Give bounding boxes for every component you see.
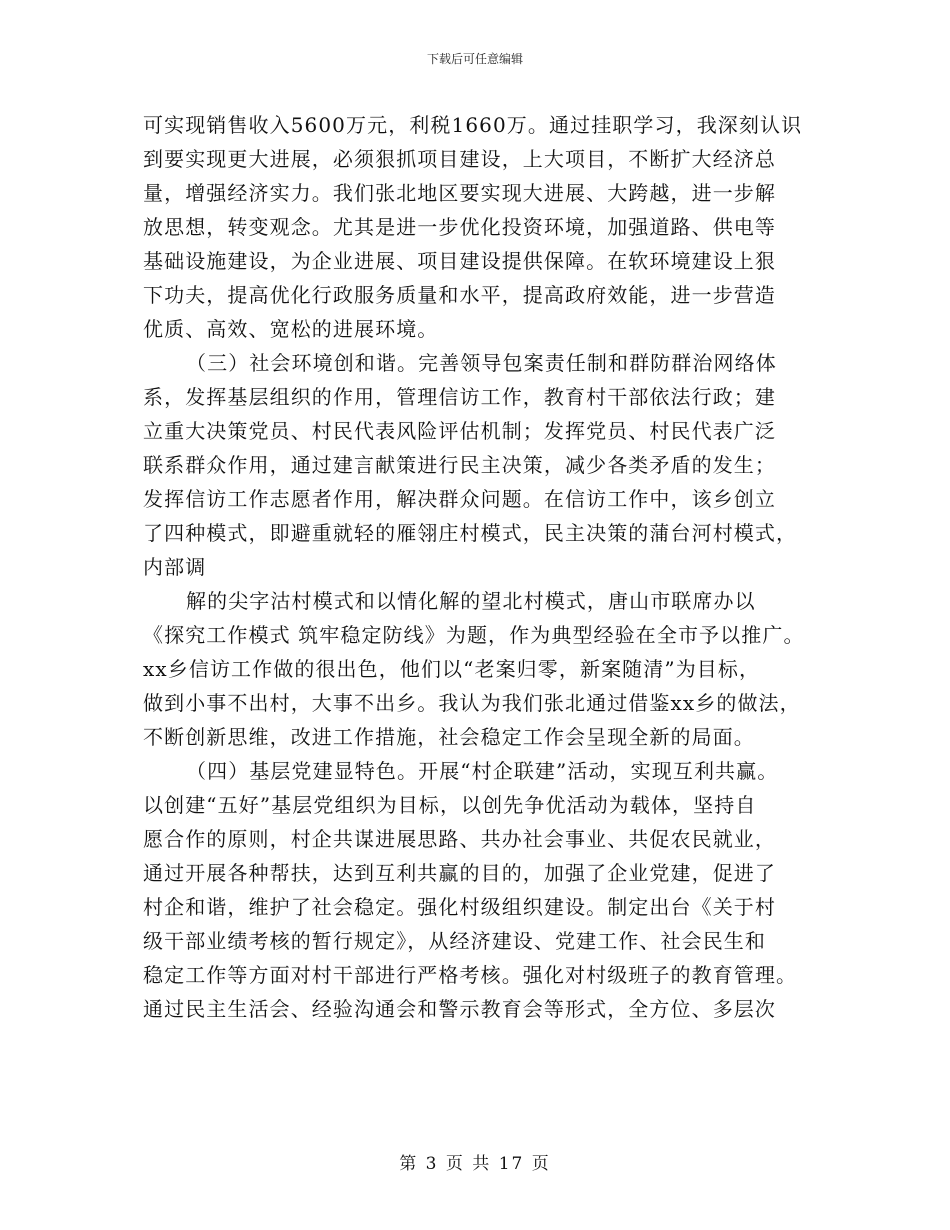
body-line: 了四种模式，即避重就轻的雁翎庄村模式，民主决策的蒲台河村模式， xyxy=(143,521,798,545)
body-line: 联系群众作用，通过建言献策进行民主决策，减少各类矛盾的发生； xyxy=(143,453,776,477)
body-line: 系，发挥基层组织的作用，管理信访工作，教育村干部依法行政；建 xyxy=(143,385,776,409)
body-line: 稳定工作等方面对村干部进行严格考核。强化对村级班子的教育管理。 xyxy=(143,963,798,987)
body-line: 做到小事不出村，大事不出乡。我认为我们张北通过借鉴xx乡的做法， xyxy=(143,691,801,715)
page-number-footer: 第 3 页 共 17 页 xyxy=(399,1154,551,1174)
body-line: 愿合作的原则，村企共谋进展思路、共办社会事业、共促农民就业， xyxy=(143,827,776,851)
body-line: 立重大决策党员、村民代表风险评估机制；发挥党员、村民代表广泛 xyxy=(143,419,776,443)
body-line: 《探究工作模式 筑牢稳定防线》为题，作为典型经验在全市予以推广。 xyxy=(143,623,805,647)
body-line: 通过开展各种帮扶，达到互利共赢的目的，加强了企业党建，促进了 xyxy=(143,861,776,885)
body-line: 下功夫，提高优化行政服务质量和水平，提高政府效能，进一步营造 xyxy=(143,283,776,307)
section-heading-line: （四）基层党建显特色。开展“村企联建”活动，实现互利共赢。 xyxy=(186,759,779,783)
body-line: 可实现销售收入5600万元，利税1660万。通过挂职学习，我深刻认识 xyxy=(143,113,803,137)
body-line: 发挥信访工作志愿者作用，解决群众问题。在信访工作中，该乡创立 xyxy=(143,487,776,511)
body-line: 通过民主生活会、经验沟通会和警示教育会等形式，全方位、多层次 xyxy=(143,997,776,1021)
body-line: 到要实现更大进展，必须狠抓项目建设，上大项目，不断扩大经济总 xyxy=(143,147,776,171)
body-line: 基础设施建设，为企业进展、项目建设提供保障。在软环境建设上狠 xyxy=(143,249,776,273)
body-line: 优质、高效、宽松的进展环境。 xyxy=(143,317,439,341)
body-line: 内部调 xyxy=(143,555,207,579)
body-line: 解的尖字沽村模式和以情化解的望北村模式，唐山市联席办以 xyxy=(186,589,756,613)
body-line: xx乡信访工作做的很出色，他们以“老案归零，新案随清”为目标， xyxy=(143,657,761,681)
body-line: 村企和谐，维护了社会稳定。强化村级组织建设。制定出台《关于村 xyxy=(143,895,776,919)
body-line: 放思想，转变观念。尤其是进一步优化投资环境，加强道路、供电等 xyxy=(143,215,776,239)
page-header: 下载后可任意编辑 xyxy=(426,52,523,66)
body-line: 以创建“五好”基层党组织为目标，以创先争优活动为载体，坚持自 xyxy=(143,793,757,817)
body-line: 量，增强经济实力。我们张北地区要实现大进展、大跨越，进一步解 xyxy=(143,181,776,205)
section-heading-line: （三）社会环境创和谐。完善领导包案责任制和群防群治网络体 xyxy=(186,351,777,375)
body-line: 不断创新思维，改进工作措施，社会稳定工作会呈现全新的局面。 xyxy=(143,725,755,749)
body-line: 级干部业绩考核的暂行规定》，从经济建设、党建工作、社会民生和 xyxy=(143,929,766,953)
